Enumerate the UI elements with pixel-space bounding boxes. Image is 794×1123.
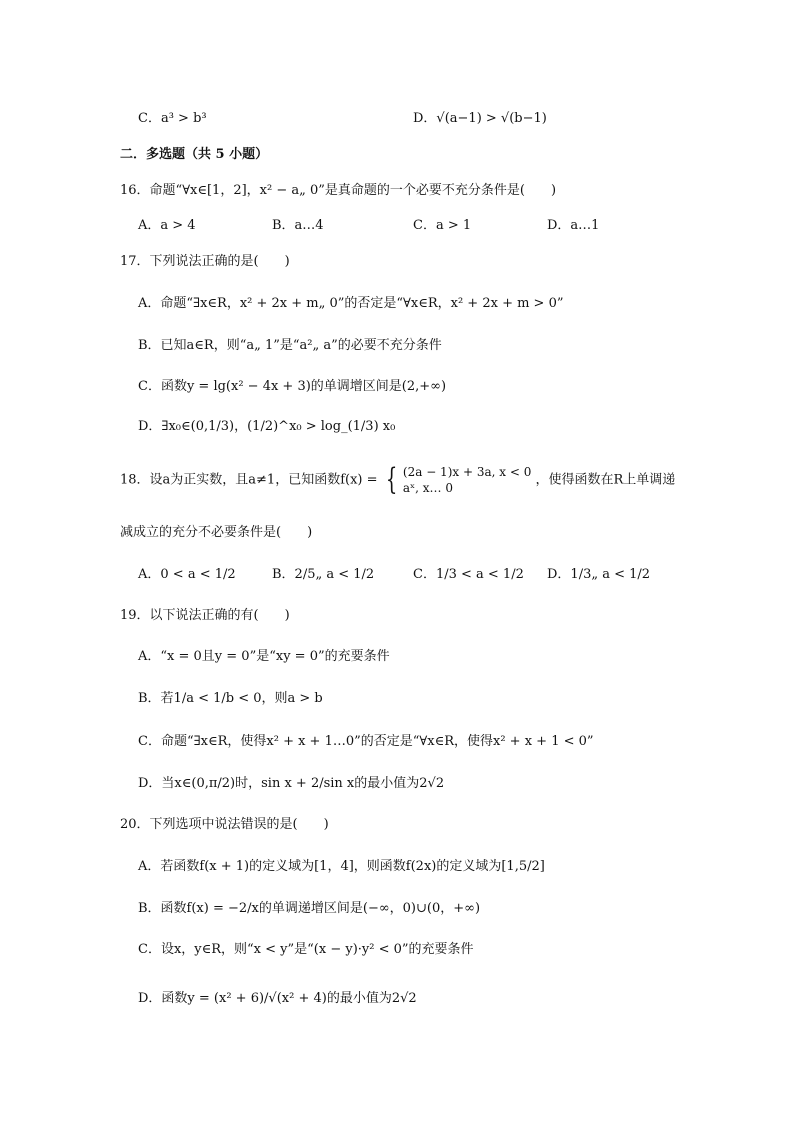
q20-option-a: A．若函数f(x + 1)的定义域为[1，4]，则函数f(2x)的定义域为[1,5/2] [138,859,545,874]
q16-option-c: C．a > 1 [413,218,472,233]
q19-option-b: B．若1/a < 1/b < 0，则a > b [138,691,323,706]
q18-case-2: aˣ, x… 0 [402,481,453,495]
q18-piecewise-cases [403,464,531,496]
q18-stem-part1: 18．设a为正实数，且a≠1，已知函数f(x) = [120,472,378,488]
q16-option-b: B．a…4 [272,218,324,233]
q16-stem: 16．命题“∀x∈[1，2]，x² − a„ 0”是真命题的一个必要不充分条件是( ) [120,183,557,198]
q16-option-a: A．a > 4 [138,218,196,233]
q16-option-d: D．a…1 [547,218,600,233]
q20-stem: 20．下列选项中说法错误的是( ) [120,817,329,832]
q18-option-b: B．2/5„ a < 1/2 [272,567,375,582]
q19-stem: 19．以下说法正确的有( ) [120,608,290,623]
q20-option-d: D．函数y = (x² + 6)/√(x² + 4)的最小值为2√2 [138,991,417,1006]
q19-option-d: D．当x∈(0,π/2)时，sin x + 2/sin x的最小值为2√2 [138,776,445,791]
piecewise-brace-icon: { [385,462,397,497]
q17-option-b: B．已知a∈R，则“a„ 1”是“a²„ a”的必要不充分条件 [138,338,442,353]
q19-option-a: A．“x = 0且y = 0”是“xy = 0”的充要条件 [138,649,390,664]
q18-stem-line1 [120,464,675,496]
q18-option-c: C．1/3 < a < 1/2 [413,567,524,582]
q17-stem: 17．下列说法正确的是( ) [120,254,290,269]
q15-option-d: D．√(a−1) > √(b−1) [413,111,547,126]
q17-option-d: D．∃x₀∈(0,1/3)，(1/2)^x₀ > log_(1/3) x₀ [138,419,396,434]
q18-stem-part2: ，使得函数在R上单调递 [535,472,676,488]
q15-option-c: C．a³ > b³ [138,111,207,126]
q20-option-b: B．函数f(x) = −2/x的单调递增区间是(−∞，0)∪(0，+∞) [138,901,481,916]
q19-option-c: C．命题“∃x∈R，使得x² + x + 1…0”的否定是“∀x∈R，使得x² + x + 1 < 0” [138,734,594,749]
q18-option-a: A．0 < a < 1/2 [138,567,236,582]
q18-stem-line2: 减成立的充分不必要条件是( ) [120,525,313,540]
section-title-multiple-choice: 二．多选题（共 5 小题） [120,147,269,162]
q17-option-a: A．命题“∃x∈R，x² + 2x + m„ 0”的否定是“∀x∈R，x² + 2x + m > 0” [138,296,564,311]
q18-option-d: D．1/3„ a < 1/2 [547,567,651,582]
q20-option-c: C．设x，y∈R，则“x < y”是“(x − y)·y² < 0”的充要条件 [138,942,474,957]
q17-option-c: C．函数y = lg(x² − 4x + 3)的单调增区间是(2,+∞) [138,379,447,394]
q18-case-1: (2a − 1)x + 3a, x < 0 [402,465,532,479]
